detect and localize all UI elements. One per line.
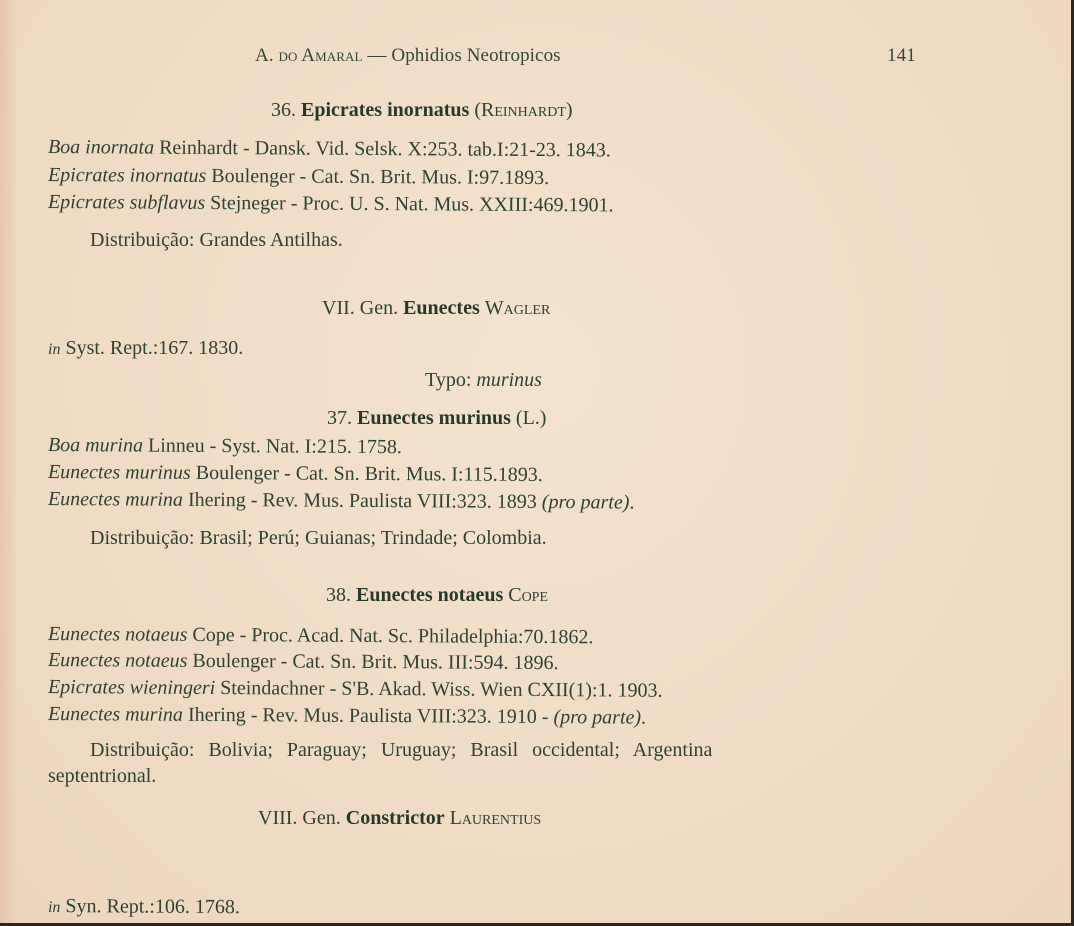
genus-reference-text: Syn. Rept.:106. 1768. (65, 895, 240, 919)
distribution-label: Distribuição: (90, 739, 195, 761)
species-author: (L.) (515, 407, 547, 429)
synonym-genus: Eunectes (47, 488, 121, 511)
synonym-author: Stejneger (210, 191, 286, 215)
genus-author: Wagler (484, 297, 551, 319)
synonym-line (48, 462, 543, 485)
synonym-genus: Eunectes (47, 623, 121, 646)
synonym-author: Cope (192, 623, 235, 647)
genus-reference-text: Syst. Rept.:167. 1830. (65, 337, 244, 359)
synonym-species: murinus (125, 461, 191, 484)
distribution-line (90, 230, 343, 250)
species-number: 37. (327, 407, 352, 429)
synonym-line (48, 624, 594, 647)
synonym-line (48, 677, 663, 701)
species-number: 38. (326, 584, 351, 606)
synonym-species: wieningeri (129, 676, 216, 700)
synonym-line (48, 192, 614, 215)
synonym-reference: - Rev. Mus. Paulista VIII:323. 1893 (250, 489, 537, 513)
synonym-species: inornata (85, 136, 155, 159)
synonym-reference: - Proc. Acad. Nat. Sc. Philadelphia:70.1862. (239, 624, 594, 649)
synonym-genus: Eunectes (47, 461, 121, 484)
synonym-line (48, 650, 559, 673)
synonym-reference: - Proc. U. S. Nat. Mus. XXIII:469.1901. (290, 192, 614, 217)
synonym-author: Linneu (147, 434, 205, 457)
synonym-species: inornatus (129, 164, 207, 187)
genus-prefix: VII. Gen. (322, 297, 399, 319)
species-author: (Reinhardt) (474, 99, 573, 121)
synonym-reference: - Rev. Mus. Paulista VIII:323. 1910 - (250, 704, 549, 729)
synonym-line (48, 435, 402, 457)
genus-heading-eunectes (322, 298, 550, 318)
synonym-author: Reinhardt (159, 136, 239, 160)
synonym-line (48, 137, 611, 160)
synonym-note: (pro parte) (553, 706, 642, 729)
species-heading-37 (327, 408, 546, 428)
synonym-species: murina (85, 434, 144, 457)
distribution-label: Distribuição: (90, 229, 195, 251)
species-name: Epicrates inornatus (301, 99, 470, 121)
running-header (255, 46, 561, 65)
typo-value: murinus (476, 369, 542, 391)
synonym-end: . (641, 706, 647, 729)
header-author: do Amaral (278, 45, 363, 66)
species-name: Eunectes notaeus (356, 584, 504, 606)
synonym-author: Boulenger (195, 461, 280, 485)
synonym-author: Ihering (187, 488, 246, 512)
synonym-author: Ihering (187, 703, 246, 727)
synonym-genus: Epicrates (47, 191, 125, 214)
synonym-reference: - Dansk. Vid. Selsk. X:253. tab.I:21-23. 1843. (242, 137, 611, 162)
synonym-line (48, 165, 549, 188)
genus-reference (48, 338, 243, 358)
synonym-reference: - S'B. Akad. Wiss. Wien CXII(1):1. 1903. (329, 677, 663, 702)
synonym-species: notaeus (125, 649, 188, 672)
species-heading-36 (271, 100, 573, 120)
synonym-line (48, 704, 646, 728)
distribution-text: Brasil; Perú; Guianas; Trindade; Colombia. (199, 527, 547, 549)
synonym-species: murina (125, 703, 184, 726)
synonym-author: Boulenger (211, 164, 295, 188)
genus-name: Eunectes (403, 297, 480, 319)
synonym-reference: - Cat. Sn. Brit. Mus. III:594. 1896. (280, 650, 559, 675)
species-name: Eunectes murinus (357, 407, 511, 429)
header-author-prefix: A. (255, 45, 274, 66)
distribution-label: Distribuição: (90, 527, 195, 549)
in-label: in (48, 341, 61, 358)
species-number: 36. (271, 99, 296, 121)
synonym-reference: - Syst. Nat. I:215. 1758. (209, 434, 402, 459)
distribution-text: Grandes Antilhas. (199, 229, 343, 251)
synonym-genus: Boa (47, 434, 81, 457)
species-heading-38 (326, 585, 548, 605)
synonym-end: . (629, 491, 635, 514)
distribution-continuation: septentrional. (48, 765, 157, 787)
typo-line (425, 370, 542, 390)
typo-label: Typo: (425, 369, 472, 391)
synonym-species: murina (125, 488, 184, 511)
synonym-author: Steindachner (220, 677, 325, 700)
synonym-species: subflavus (129, 191, 206, 214)
synonym-reference: - Cat. Sn. Brit. Mus. I:97.1893. (299, 165, 550, 190)
synonym-reference: - Cat. Sn. Brit. Mus. I:115.1893. (284, 462, 543, 487)
genus-heading-constrictor (258, 808, 541, 828)
distribution-text: Bolivia; Paraguay; Uruguay; Brasil occidental; Argentina (208, 739, 713, 761)
genus-name: Constrictor (345, 807, 445, 829)
page-number: 141 (887, 45, 916, 66)
distribution-line (90, 528, 547, 548)
synonym-author: Boulenger (192, 649, 276, 673)
header-title: Ophidios Neotropicos (391, 45, 561, 66)
synonym-genus: Epicrates (47, 676, 125, 699)
synonym-line (48, 489, 635, 513)
species-author: Cope (508, 584, 549, 606)
synonym-species: notaeus (125, 623, 188, 646)
distribution-line (90, 740, 712, 760)
synonym-genus: Eunectes (47, 703, 121, 726)
synonym-genus: Boa (47, 136, 81, 159)
header-separator: — (362, 45, 392, 66)
genus-prefix: VIII. Gen. (258, 807, 341, 829)
genus-author: Laurentius (449, 807, 542, 829)
genus-reference (48, 896, 240, 917)
in-label: in (47, 899, 61, 917)
synonym-genus: Epicrates (47, 164, 125, 187)
synonym-note: (pro parte) (541, 491, 630, 514)
synonym-genus: Eunectes (47, 649, 121, 672)
